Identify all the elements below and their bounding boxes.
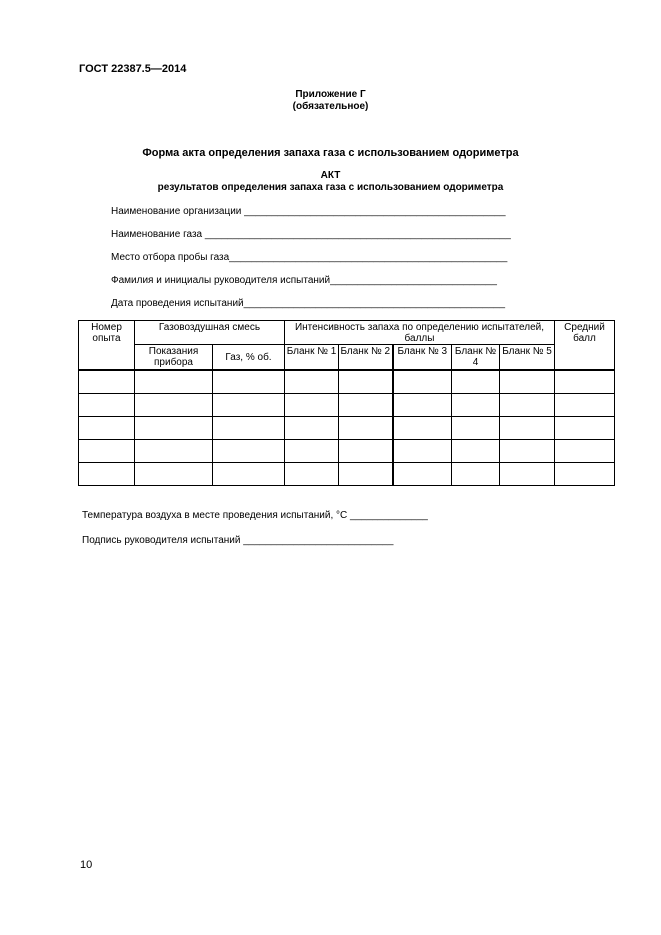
table-cell: [339, 463, 393, 486]
table-cell: [452, 370, 500, 394]
table-cell: [339, 440, 393, 463]
table-cell: [500, 394, 555, 417]
appendix-status: (обязательное): [292, 101, 369, 112]
table-cell: [213, 417, 285, 440]
table-cell: [79, 394, 135, 417]
table-cell: [135, 417, 213, 440]
header-odor-intensity: Интенсивность запаха по определению испытателей, баллы: [285, 321, 555, 345]
header-gas-percent: Газ, % об.: [213, 345, 285, 371]
table-cell: [452, 463, 500, 486]
appendix-title: Приложение Г: [295, 89, 366, 100]
table-cell: [555, 463, 615, 486]
results-table: [78, 320, 615, 486]
results-table-body: [79, 370, 615, 486]
table-row: [79, 463, 615, 486]
table-cell: [452, 417, 500, 440]
table-cell: [393, 370, 452, 394]
document-header-standard: ГОСТ 22387.5—2014: [79, 63, 187, 75]
table-cell: [79, 463, 135, 486]
header-blank-2: Бланк № 2: [339, 345, 393, 371]
table-cell: [393, 463, 452, 486]
field-test-date: Дата проведения испытаний_______________________________________________: [111, 298, 506, 309]
header-experiment-number: Номер опыта: [79, 321, 135, 371]
table-cell: [79, 440, 135, 463]
header-blank-3: Бланк № 3: [393, 345, 452, 371]
table-cell: [135, 440, 213, 463]
header-instrument-reading: Показания прибора: [135, 345, 213, 371]
table-cell: [79, 417, 135, 440]
table-row: [79, 417, 615, 440]
table-cell: [393, 440, 452, 463]
field-sampling-place: Место отбора пробы газа__________________________________________________: [111, 252, 508, 263]
table-cell: [285, 417, 339, 440]
table-cell: [500, 370, 555, 394]
header-blank-4: Бланк № 4: [452, 345, 500, 371]
header-average-score: Средний балл: [555, 321, 615, 371]
form-title: Форма акта определения запаха газа с использованием одориметра: [142, 147, 519, 159]
table-cell: [452, 440, 500, 463]
table-cell: [213, 440, 285, 463]
temperature-line: Температура воздуха в месте проведения испытаний, °С ______________: [82, 510, 428, 521]
table-cell: [79, 370, 135, 394]
table-cell: [452, 394, 500, 417]
table-cell: [555, 440, 615, 463]
table-cell: [555, 394, 615, 417]
field-gas-name: Наименование газа _______________________________________________________: [111, 229, 511, 240]
table-cell: [213, 463, 285, 486]
header-blank-1: Бланк № 1: [285, 345, 339, 371]
table-cell: [500, 463, 555, 486]
table-cell: [500, 417, 555, 440]
act-title: АКТ: [320, 170, 341, 181]
table-cell: [339, 394, 393, 417]
table-cell: [285, 440, 339, 463]
table-cell: [500, 440, 555, 463]
table-cell: [213, 394, 285, 417]
table-row: [79, 394, 615, 417]
act-subtitle: результатов определения запаха газа с использованием одориметра: [157, 182, 504, 193]
header-blank-5: Бланк № 5: [500, 345, 555, 371]
table-cell: [555, 417, 615, 440]
table-row: [79, 370, 615, 394]
table-row: [79, 440, 615, 463]
table-cell: [135, 370, 213, 394]
page-number: 10: [80, 859, 93, 871]
table-cell: [285, 370, 339, 394]
table-cell: [339, 370, 393, 394]
table-cell: [285, 463, 339, 486]
table-cell: [135, 394, 213, 417]
table-cell: [393, 394, 452, 417]
header-gas-mixture: Газовоздушная смесь: [135, 321, 285, 345]
table-cell: [213, 370, 285, 394]
table-cell: [135, 463, 213, 486]
table-cell: [393, 417, 452, 440]
table-cell: [339, 417, 393, 440]
table-cell: [555, 370, 615, 394]
table-cell: [285, 394, 339, 417]
field-organization: Наименование организации _______________________________________________: [111, 206, 506, 217]
field-test-lead: Фамилия и инициалы руководителя испытаний______________________________: [111, 275, 497, 286]
signature-line: Подпись руководителя испытаний ___________________________: [82, 535, 394, 546]
